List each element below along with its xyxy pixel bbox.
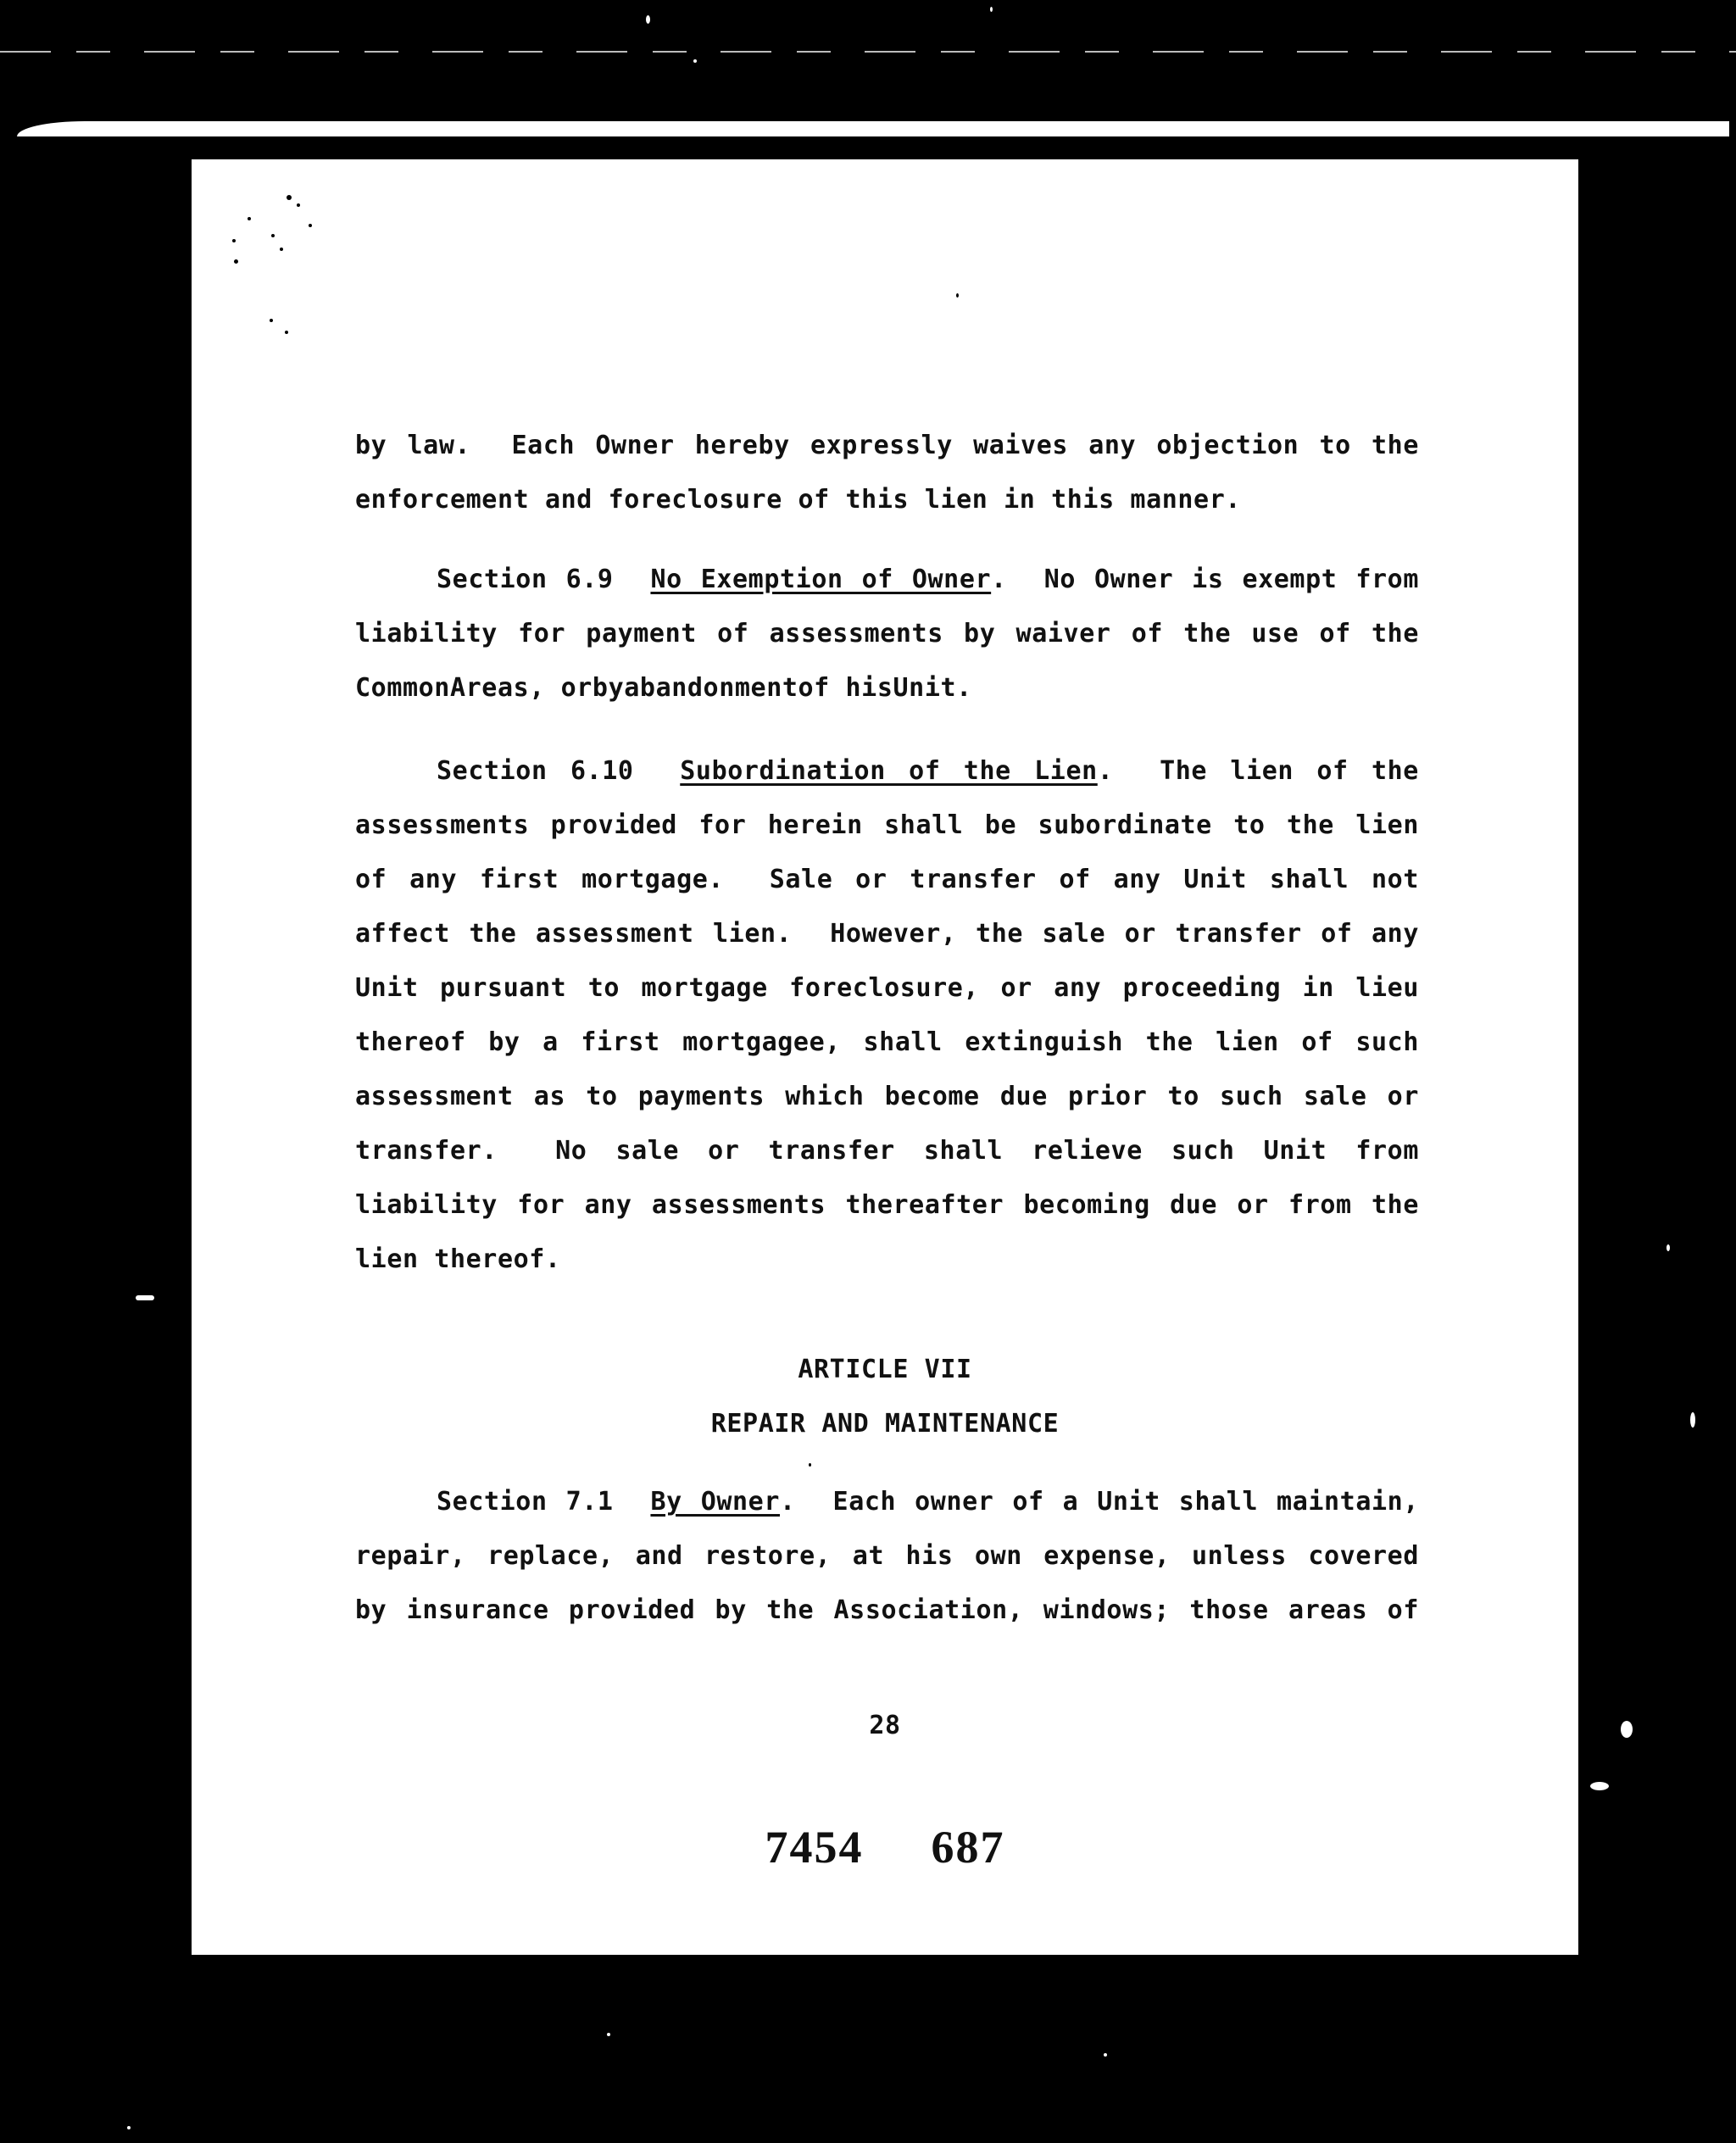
- document-page: [192, 159, 1578, 1955]
- text-line: lien thereof.: [355, 1244, 561, 1274]
- scan-border-top: [0, 0, 1736, 127]
- scan-speck: [1104, 2053, 1107, 2057]
- section-7-1-heading-line: Section 7.1 By Owner. Each owner of a Unit shall maintain,: [437, 1487, 1419, 1517]
- text-line: assessment as to payments which become due prior to such sale or: [355, 1082, 1419, 1111]
- scan-speck: [607, 2033, 610, 2036]
- scan-speck: [990, 7, 993, 12]
- text-line: liability for payment of assessments by waiver of the use of the: [355, 619, 1419, 648]
- scan-speck: [1690, 1412, 1695, 1428]
- text-line: assessments provided for herein shall be subordinate to the lien: [355, 810, 1419, 840]
- page-speck: [287, 195, 292, 200]
- scan-speck: [693, 59, 697, 63]
- page-speck: [309, 224, 312, 227]
- page-speck: [232, 239, 236, 242]
- page-speck: [280, 248, 283, 251]
- text-line: thereof by a first mortgagee, shall extinguish the lien of such: [355, 1027, 1419, 1057]
- text-line: by law. Each Owner hereby expressly waives any objection to the: [355, 431, 1419, 460]
- section-title: No Exemption of Owner: [650, 565, 992, 594]
- article-heading: ARTICLE VII: [798, 1355, 972, 1384]
- scan-speck: [136, 1295, 154, 1300]
- section-number: Section 6.9: [437, 565, 614, 594]
- page-stamp-number: 687: [931, 1822, 1005, 1873]
- recording-stamp: [192, 1821, 1578, 1873]
- page-speck: [234, 259, 238, 264]
- section-title: Subordination of the Lien: [680, 756, 1098, 786]
- text-line: transfer. No sale or transfer shall relieve such Unit from: [355, 1136, 1419, 1166]
- text-line: CommonAreas, orbyabandonmentof hisUnit.: [355, 673, 972, 703]
- scan-speck: [127, 2126, 131, 2129]
- section-6-10-heading-line: Section 6.10 Subordination of the Lien. The lien of the: [437, 756, 1419, 786]
- page-speck: [271, 234, 275, 237]
- page-number: 28: [869, 1711, 901, 1740]
- scan-speck: [1621, 1721, 1633, 1738]
- text-line: Unit pursuant to mortgage foreclosure, or any proceeding in lieu: [355, 973, 1419, 1003]
- scan-artifact-line: [0, 51, 1736, 53]
- section-number: Section 6.10: [437, 756, 634, 786]
- scan-speck: [1666, 1244, 1670, 1251]
- page-speck: [270, 319, 273, 322]
- page-speck: [809, 1463, 811, 1467]
- text-line: repair, replace, and restore, at his own expense, unless covered: [355, 1541, 1419, 1571]
- text-line: of any first mortgage. Sale or transfer of any Unit shall not: [355, 865, 1419, 894]
- section-number: Section 7.1: [437, 1487, 614, 1517]
- book-number: 7454: [765, 1822, 864, 1873]
- scan-edge-curve: [17, 121, 1729, 136]
- page-speck: [248, 217, 251, 220]
- scan-speck: [1590, 1782, 1609, 1790]
- text-line: liability for any assessments thereafter becoming due or from the: [355, 1190, 1419, 1220]
- section-6-9-heading-line: Section 6.9 No Exemption of Owner. No Owner is exempt from: [437, 565, 1419, 594]
- article-subheading: REPAIR AND MAINTENANCE: [710, 1409, 1060, 1439]
- section-title: By Owner: [650, 1487, 781, 1517]
- page-speck: [297, 203, 300, 207]
- page-speck: [956, 293, 959, 298]
- text-line: affect the assessment lien. However, the sale or transfer of any: [355, 919, 1419, 949]
- page-speck: [285, 331, 288, 334]
- text-line: by insurance provided by the Association, windows; those areas of: [355, 1595, 1419, 1625]
- text-run: Each owner of a Unit shall maintain,: [832, 1487, 1419, 1517]
- scan-speck: [646, 15, 650, 24]
- text-run: The lien of the: [1160, 756, 1419, 786]
- text-run: No Owner is exempt from: [1043, 565, 1419, 594]
- text-line: enforcement and foreclosure of this lien in this manner.: [355, 485, 1242, 515]
